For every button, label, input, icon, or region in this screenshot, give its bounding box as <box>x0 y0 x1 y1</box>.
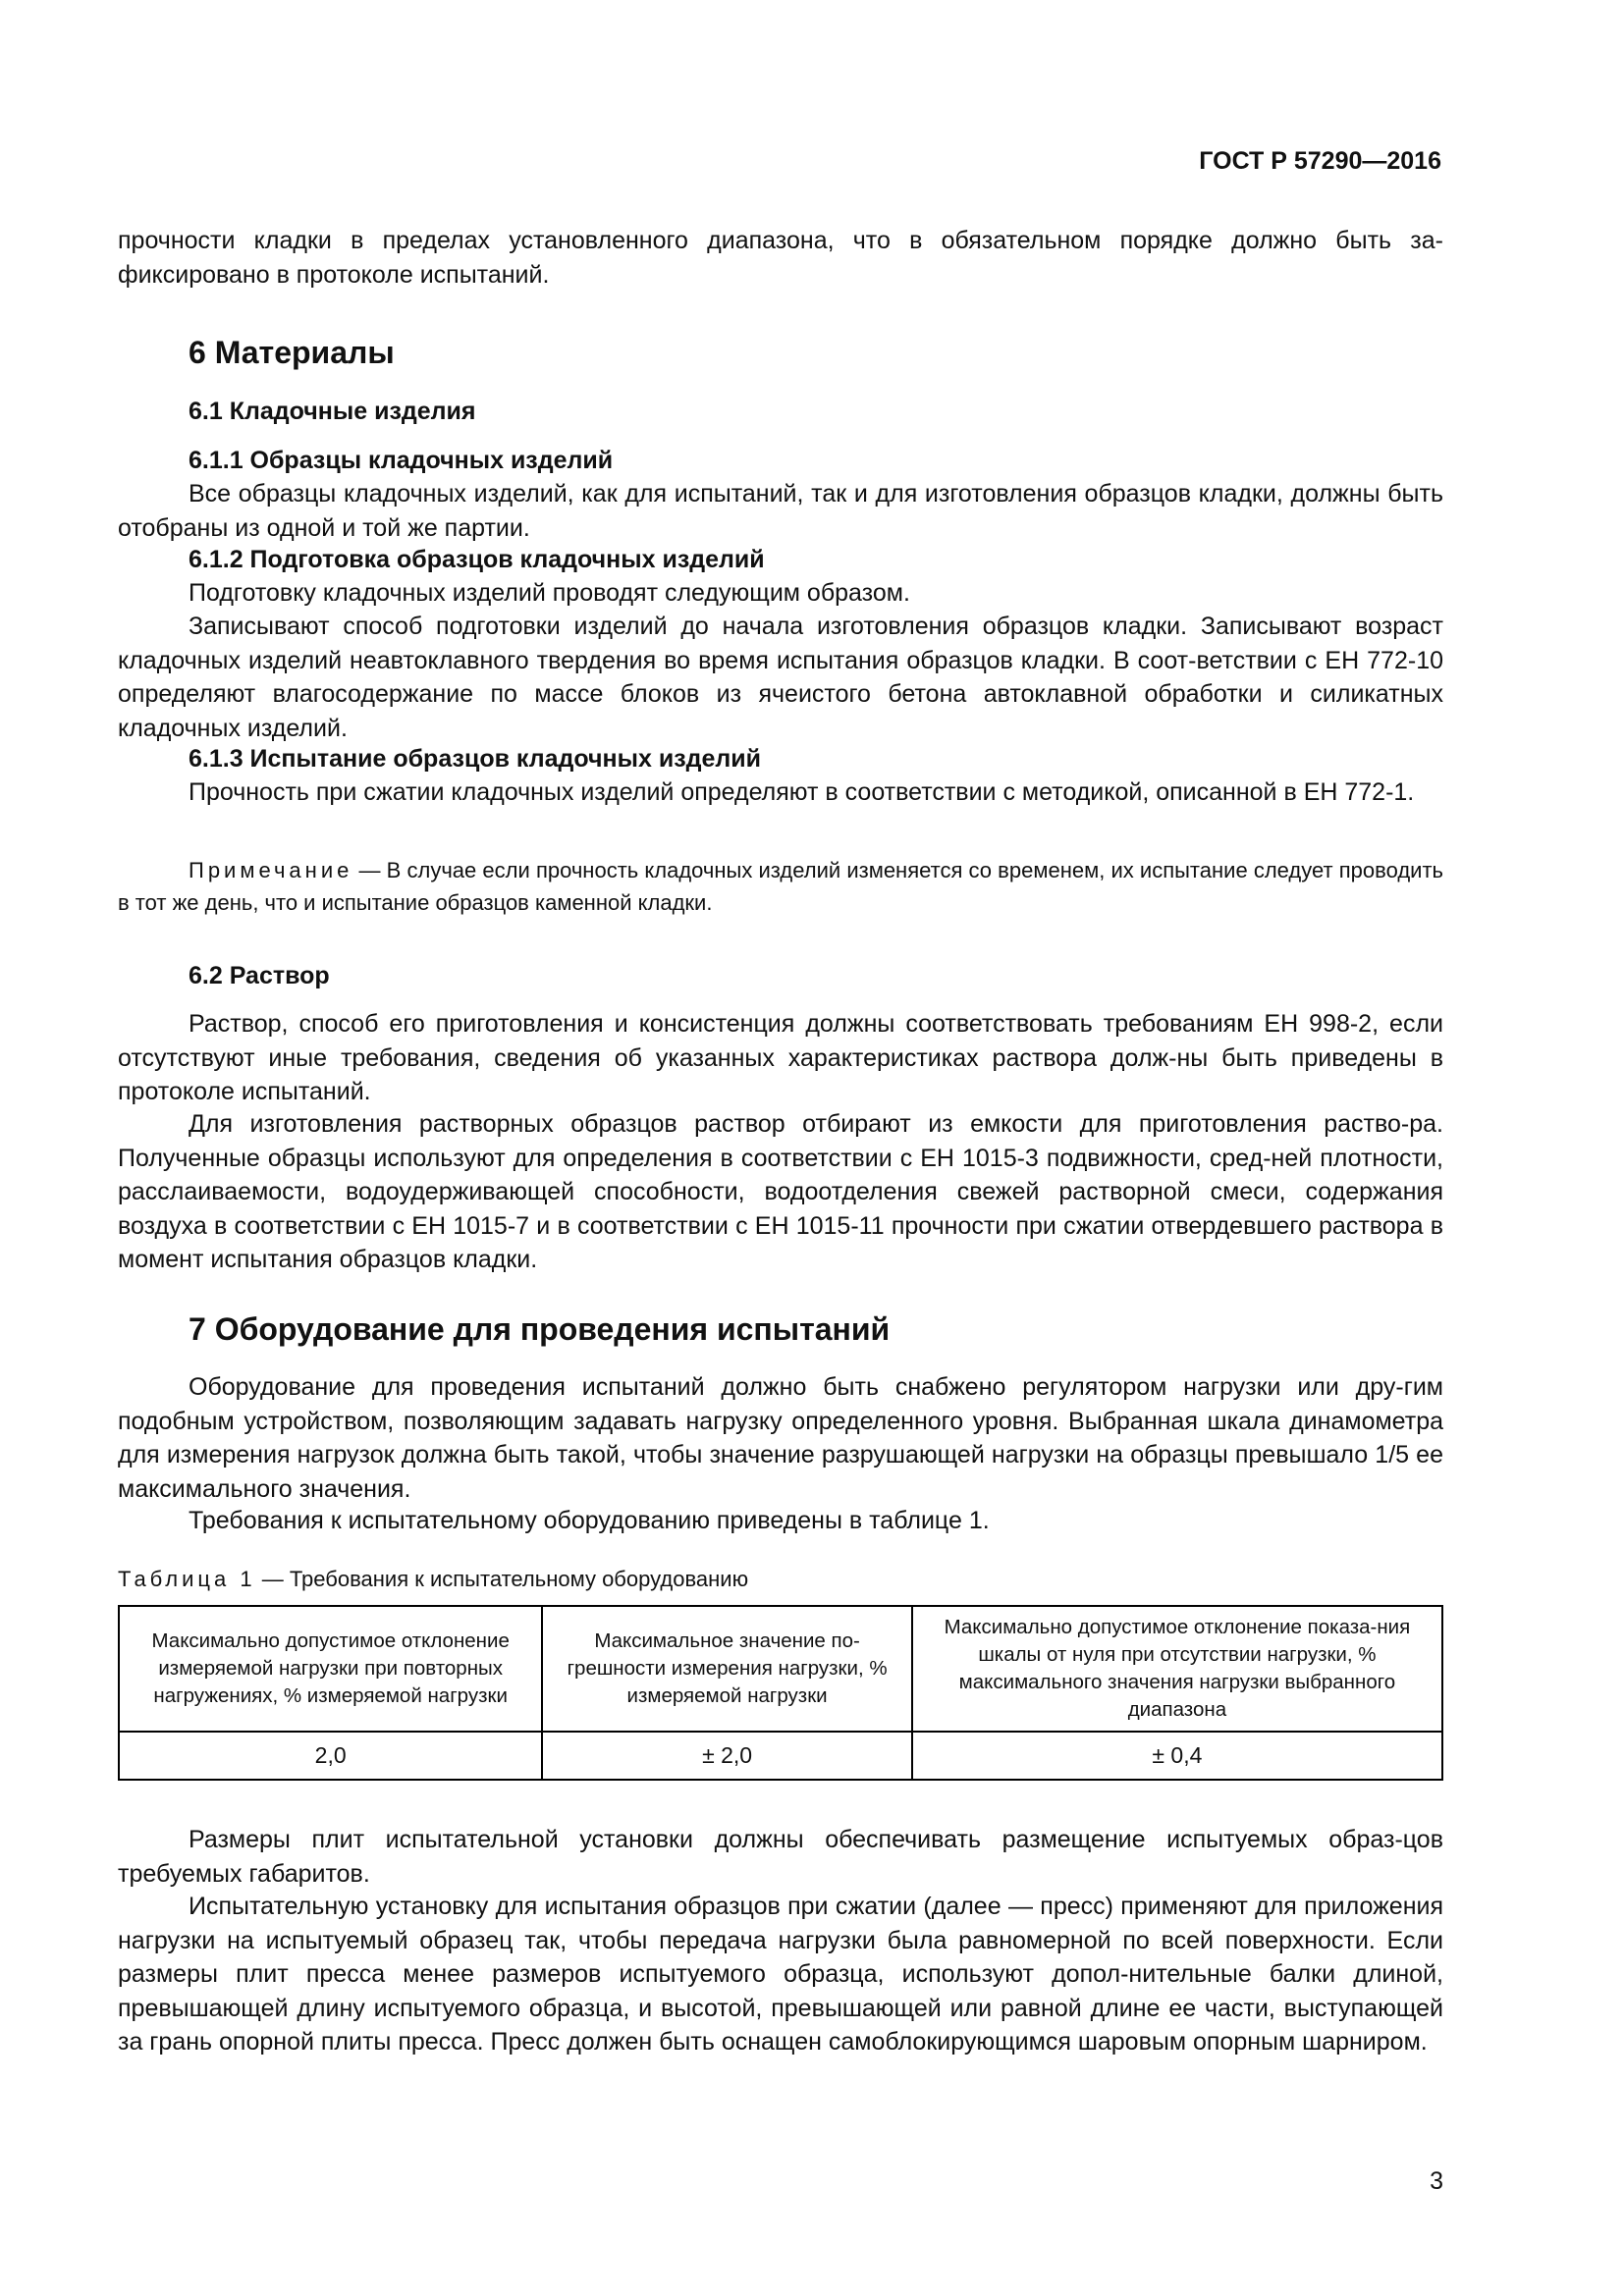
section-7-paragraph-3: Размеры плит испытательной установки должны обеспечивать размещение испытуемых образ-цов требуемых габаритов. <box>118 1826 1443 1888</box>
section-6-1-2-title: 6.1.2 Подготовка образцов кладочных изделий <box>189 546 765 573</box>
section-6-1-2-paragraph-2: Записывают способ подготовки изделий до начала изготовления образцов кладки. Записывают возраст кладочных изделий неавтоклавного твердения во время испытания образцов кладки. В соот-ветствии с ЕН 772-10 определяют влагосодержание по массе блоков из ячеистого бетона автоклавной обработки и силикатных кладочных изделий. <box>118 613 1443 742</box>
section-6-1-2-paragraph-1: Подготовку кладочных изделий проводят следующим образом. <box>189 579 910 607</box>
section-6-2-title: 6.2 Раствор <box>189 962 330 989</box>
section-7-paragraph-1: Оборудование для проведения испытаний должно быть снабжено регулятором нагрузки или дру-гим подобным устройством, позволяющим задавать нагрузку определенного уровня. Выбранная шкала динамометра для измерения нагрузок должна быть такой, чтобы значение разрушающей нагрузки на образцы превышало 1/5 ее максимального значения. <box>118 1373 1443 1503</box>
section-6-2-paragraph-2: Для изготовления растворных образцов раствор отбирают из емкости для приготовления раство-ра. Полученные образцы используют для определения в соответствии с ЕН 1015-3 подвижности, сред-ней плотности, расслаиваемости, водоудерживающей способности, водоотделения свежей растворной смеси, содержания воздуха в соответствии с ЕН 1015-7 и в соответствии с ЕН 1015-11 прочности при сжатии отвердевшего раствора в момент испытания образцов кладки. <box>118 1110 1443 1273</box>
note-label: Примечание <box>189 858 353 882</box>
note-text: — В случае если прочность кладочных изделий изменяется со временем, их испытание следует проводить в тот же день, что и испытание образцов каменной кладки. <box>118 858 1443 915</box>
table-header-cell: Максимально допустимое отклонение измеряемой нагрузки при повторных нагружениях, % измеряемой нагрузки <box>119 1606 542 1732</box>
table-cell: 2,0 <box>119 1732 542 1780</box>
section-6-1-3-text: Прочность при сжатии кладочных изделий определяют в соответствии с методикой, описанной в ЕН 772-1. <box>189 778 1415 806</box>
table-caption-label: Таблица 1 <box>118 1567 256 1591</box>
table-cell: ± 0,4 <box>912 1732 1442 1780</box>
section-6-1-title: 6.1 Кладочные изделия <box>189 398 476 425</box>
table-header-row <box>119 1606 1442 1732</box>
page-number: 3 <box>1430 2167 1443 2195</box>
note <box>118 854 1443 919</box>
section-7-paragraph-2: Требования к испытательному оборудованию приведены в таблице 1. <box>189 1507 990 1534</box>
section-6-1-3-title: 6.1.3 Испытание образцов кладочных изделий <box>189 745 762 773</box>
table-caption-text: — Требования к испытательному оборудованию <box>255 1567 749 1591</box>
table-header-cell: Максимальное значение по-грешности измерения нагрузки, % измеряемой нагрузки <box>542 1606 912 1732</box>
intro-paragraph: прочности кладки в пределах установленного диапазона, что в обязательном порядке должно быть за-фиксировано в протоколе испытаний. <box>118 227 1443 289</box>
section-6-2-paragraph-1: Раствор, способ его приготовления и консистенция должны соответствовать требованиям ЕН 998-2, если отсутствуют иные требования, сведения об указанных характеристиках раствора долж-ны быть приведены в протоколе испытаний. <box>118 1010 1443 1105</box>
table-row <box>119 1732 1442 1780</box>
equipment-requirements-table <box>118 1605 1443 1781</box>
table-header-cell: Максимально допустимое отклонение показа-ния шкалы от нуля при отсутствии нагрузки, % максимального значения нагрузки выбранного диапазона <box>912 1606 1442 1732</box>
section-7-paragraph-4: Испытательную установку для испытания образцов при сжатии (далее — пресс) применяют для приложения нагрузки на испытуемый образец так, чтобы передача нагрузки была равномерной по всей поверхности. Если размеры плит пресса менее размеров испытуемого образца, используют допол-нительные балки длиной, превышающей длину испытуемого образца, и высотой, превышающей или равной длине ее части, выступающей за грань опорной плиты пресса. Пресс должен быть оснащен самоблокирующимся шаровым опорным шарниром. <box>118 1893 1443 2056</box>
table-cell: ± 2,0 <box>542 1732 912 1780</box>
section-6-title: 6 Материалы <box>189 335 395 370</box>
section-7-title: 7 Оборудование для проведения испытаний <box>189 1311 891 1347</box>
section-6-1-1-title: 6.1.1 Образцы кладочных изделий <box>189 447 614 474</box>
table-caption <box>118 1567 748 1592</box>
standard-code: ГОСТ Р 57290—2016 <box>1199 147 1441 175</box>
section-6-1-1-text: Все образцы кладочных изделий, как для испытаний, так и для изготовления образцов кладки, должны быть отобраны из одной и той же партии. <box>118 480 1443 542</box>
